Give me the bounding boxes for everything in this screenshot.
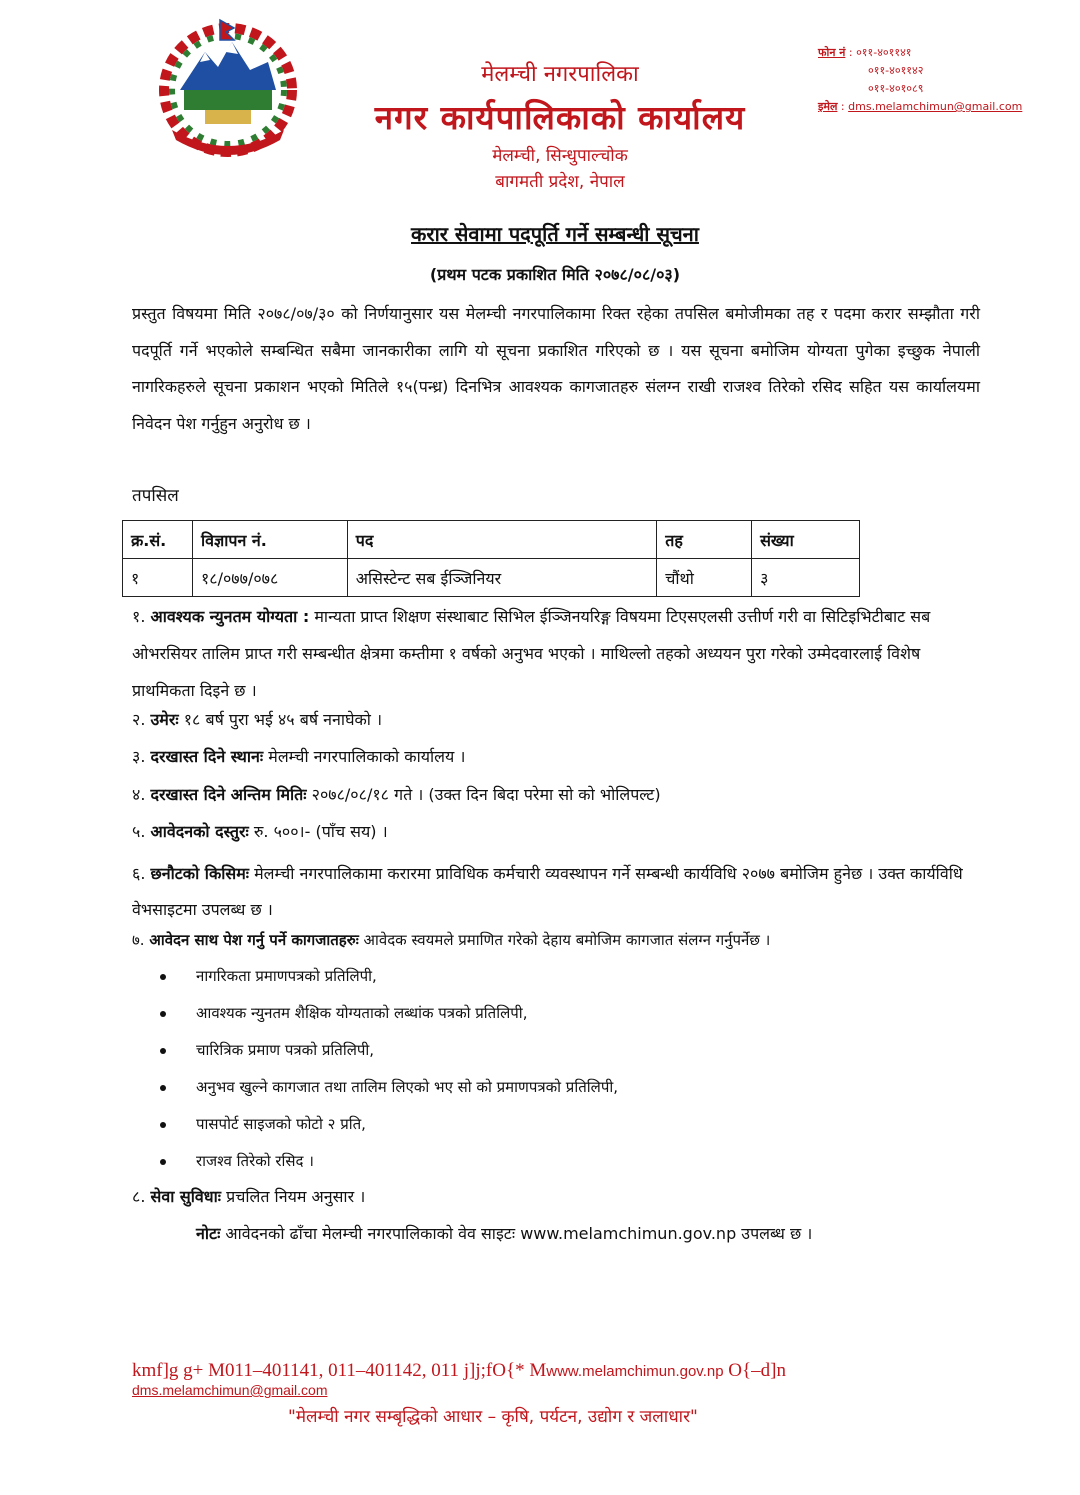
office-address: मेलम्ची, सिन्धुपाल्चोक xyxy=(492,146,628,166)
item-number: ६. xyxy=(132,864,146,883)
email-link[interactable]: dms.melamchimun@gmail.com xyxy=(848,100,1023,113)
column-header: संख्या xyxy=(752,521,860,559)
office-name: नगर कार्यपालिकाको कार्यालय xyxy=(374,98,746,137)
note-label: नोटः xyxy=(196,1224,221,1243)
municipality-name: मेलम्ची नगरपालिका xyxy=(481,62,639,87)
list-item xyxy=(132,745,982,767)
notice-title: करार सेवामा पदपूर्ति गर्ने सम्बन्धी सूचना xyxy=(411,222,699,246)
item-text: १८ बर्ष पुरा भई ४५ बर्ष ननाघेको । xyxy=(183,710,383,729)
item-text: मेलम्ची नगरपालिकाको कार्यालय । xyxy=(268,747,466,766)
item-label: आवश्यक न्युनतम योग्यता : xyxy=(150,607,310,626)
list-item xyxy=(132,856,982,928)
item-number: ७. xyxy=(132,931,145,949)
item-label: आवेदन साथ पेश गर्नु पर्ने कागजातहरुः xyxy=(149,931,359,949)
bullet-icon xyxy=(160,1048,166,1054)
email-block: इमेल : dms.melamchimun@gmail.com xyxy=(818,100,1023,113)
item-text: प्रचलित नियम अनुसार । xyxy=(226,1187,366,1206)
document-text: पासपोर्ट साइजको फोटो २ प्रति, xyxy=(196,1115,366,1133)
item-label: सेवा सुविधाः xyxy=(150,1187,221,1206)
website-link[interactable]: www.melamchimun.gov.np xyxy=(546,1363,724,1380)
item-number: २. xyxy=(132,710,146,729)
notice-body: प्रस्तुत विषयमा मिति २०७८/०७/३० को निर्णयानुसार यस मेलम्ची नगरपालिकामा रिक्त रहेका तपसिल बमोजीमका तह र पदमा करार सम्झौता गरी पदपूर्ति गर्ने भएकोले सम्बन्धित सबैमा जानकारीका लागि यो सूचना प्रकाशित गरिएको छ । यस सूचना बमोजिम योग्यता पुगेका इच्छुक नेपाली नागरिकहरुले सूचना प्रकाशन भएको मितिले १५(पन्ध्र) दिनभित्र आवश्यक कागजातहरु संलग्न राखी राजश्व तिरेको रसिद सहित यस कार्यालयमा निवेदन पेश गर्नुहुन अनुरोध छ । xyxy=(132,304,980,433)
item-label: दरखास्त दिने अन्तिम मितिः xyxy=(150,785,307,804)
column-header: विज्ञापन नं. xyxy=(192,521,347,559)
bullet-icon xyxy=(160,1159,166,1165)
item-number: ३. xyxy=(132,747,146,766)
phone-number: ०११-४०११४१ xyxy=(856,46,912,59)
table-header-row xyxy=(123,521,860,559)
table-cell: चौंथो xyxy=(657,559,752,597)
phone-number: ०११-४०१०८९ xyxy=(868,82,924,95)
footer-email-label: O{–d]n xyxy=(723,1360,786,1381)
document-text: चारित्रिक प्रमाण पत्रको प्रतिलिपी, xyxy=(196,1041,375,1059)
documents-list xyxy=(160,962,618,1184)
list-item xyxy=(132,783,982,805)
bullet-icon xyxy=(160,1011,166,1017)
phone-label: फोन नं xyxy=(818,46,846,59)
table-cell: १ xyxy=(123,559,193,597)
item-text: रु. ५००।- (पाँच सय) । xyxy=(253,822,388,841)
list-item xyxy=(160,962,618,999)
item-label: दरखास्त दिने स्थानः xyxy=(150,747,264,766)
bullet-icon xyxy=(160,1122,166,1128)
table-cell: १८/०७७/०७८ xyxy=(192,559,347,597)
list-item xyxy=(132,708,982,730)
list-item xyxy=(132,598,982,709)
email-label: इमेल xyxy=(818,100,838,113)
item-label: उमेरः xyxy=(150,710,179,729)
note-text: आवेदनको ढाँचा मेलम्ची नगरपालिकाको वेव साइटः www.melamchimun.gov.np उपलब्ध छ । xyxy=(225,1224,813,1243)
list-item xyxy=(160,1147,618,1184)
list-item xyxy=(132,1185,982,1207)
footer-phones: kmf]g g+ M011–401141, 011–401142, 011 j]j;fO{* M xyxy=(132,1360,547,1381)
note xyxy=(196,1222,976,1244)
document-text: आवश्यक न्युनतम शैक्षिक योग्यताको लब्धांक पत्रको प्रतिलिपी, xyxy=(196,1004,528,1022)
item-number: १. xyxy=(132,607,146,626)
bullet-icon xyxy=(160,1085,166,1091)
item-number: ८. xyxy=(132,1187,146,1206)
list-item xyxy=(160,1073,618,1110)
document-text: अनुभव खुल्ने कागजात तथा तालिम लिएको भए सो को प्रमाणपत्रको प्रतिलिपी, xyxy=(196,1078,619,1096)
list-item xyxy=(160,1110,618,1147)
document-text: राजश्व तिरेको रसिद । xyxy=(196,1152,314,1170)
vacancy-table xyxy=(122,520,860,597)
list-item xyxy=(160,1036,618,1073)
table-cell: ३ xyxy=(752,559,860,597)
phone-number: ०११-४०११४२ xyxy=(868,64,924,77)
column-header: क्र.सं. xyxy=(123,521,193,559)
item-number: ४. xyxy=(132,785,146,804)
item-text: मेलम्ची नगरपालिकामा करारमा प्राविधिक कर्मचारी व्यवस्थापन गर्ने सम्बन्धी कार्यविधि २०७७ बमोजिम हुनेछ । उक्त कार्यविधि वेभसाइटमा उपलब्ध छ । xyxy=(132,864,963,919)
office-province: बागमती प्रदेश, नेपाल xyxy=(495,172,625,192)
bullet-icon xyxy=(160,974,166,980)
item-text: २०७८/०८/१८ गते । (उक्त दिन बिदा परेमा सो को भोलिपल्ट) xyxy=(311,785,661,804)
table-row xyxy=(123,559,860,597)
list-item xyxy=(160,999,618,1036)
footer-slogan: "मेलम्ची नगर सम्बृद्धिको आधार – कृषि, पर्यटन, उद्योग र जलाधार" xyxy=(288,1407,698,1427)
tapsil-heading: तपसिल xyxy=(132,486,179,506)
list-item xyxy=(132,820,982,842)
footer-email xyxy=(132,1382,327,1398)
item-label: आवेदनको दस्तुरः xyxy=(150,822,249,841)
item-text: मान्यता प्राप्त शिक्षण संस्थाबाट सिभिल ईञ्जिनयरिङ्ग विषयमा टिएसएलसी उत्तीर्ण गरी वा सिटिइभिटीबाट सब ओभरसियर तालिम प्राप्त गरी सम्बन्धीत क्षेत्रमा कम्तीमा १ वर्षको अनुभव भएको । माथिल्लो तहको अध्ययन पुरा गरेको उम्मेदवारलाई विशेष प्राथमिकता दिइने छ । xyxy=(132,607,931,700)
item-number: ५. xyxy=(132,822,146,841)
phone-block: फोन नं : ०११-४०११४१ xyxy=(818,46,912,59)
item-text: आवेदक स्वयमले प्रमाणित गरेको देहाय बमोजिम कागजात संलग्न गर्नुपर्नेछ । xyxy=(363,931,771,949)
notice-subtitle: (प्रथम पटक प्रकाशित मिति २०७८/०८/०३) xyxy=(429,265,681,284)
email-link[interactable]: dms.melamchimun@gmail.com xyxy=(132,1382,328,1398)
nepal-emblem-icon xyxy=(150,12,310,157)
list-item xyxy=(132,930,982,950)
column-header: तह xyxy=(657,521,752,559)
column-header: पद xyxy=(347,521,656,559)
document-text: नागरिकता प्रमाणपत्रको प्रतिलिपी, xyxy=(196,967,377,985)
footer-contact xyxy=(132,1360,786,1382)
item-label: छनौटको किसिमः xyxy=(150,864,249,883)
table-cell: असिस्टेन्ट सब ईञ्जिनियर xyxy=(347,559,656,597)
